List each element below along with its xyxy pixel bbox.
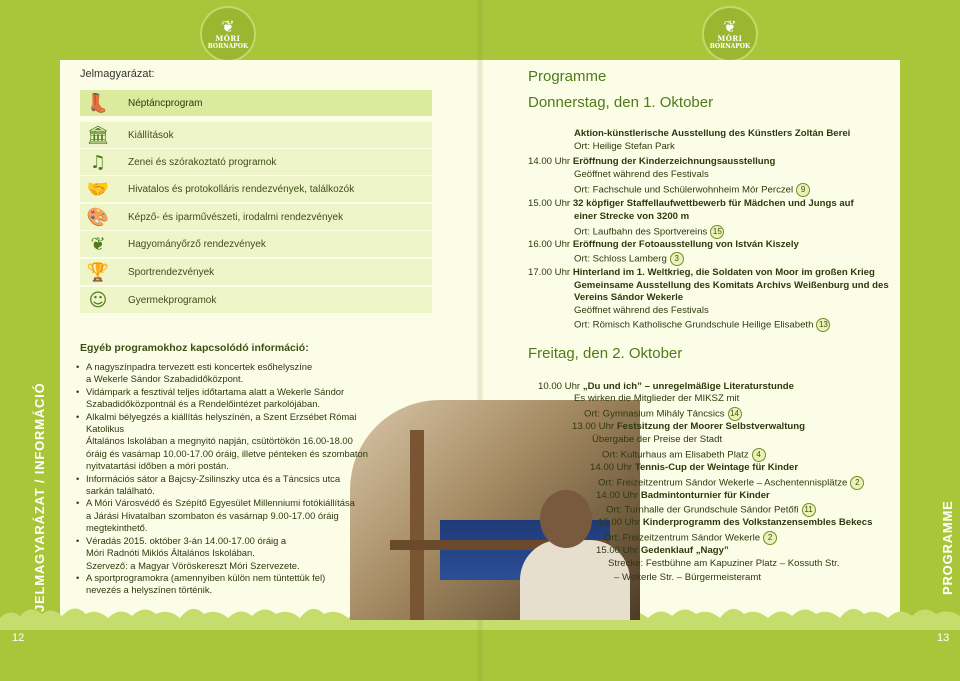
event-line xyxy=(574,252,684,266)
legend-title: Jelmagyarázat: xyxy=(80,68,155,80)
event-line xyxy=(592,434,722,447)
side-label-right: PROGRAMME xyxy=(940,500,955,595)
event-line xyxy=(572,421,805,434)
event-detail: Ort: Schloss Lamberg xyxy=(574,253,667,265)
event-line xyxy=(574,280,889,293)
event-detail: Strecke: Festbühne am Kapuziner Platz – Kossuth Str. xyxy=(608,558,840,569)
event-title: „Du und ich” – unregelmäßige Literaturstunde xyxy=(582,381,794,392)
event-detail: Übergabe der Preise der Stadt xyxy=(592,434,723,445)
location-number-badge: 2 xyxy=(763,531,777,545)
logo-line2: BORNAPOK xyxy=(709,42,751,50)
music-icon: ♫ xyxy=(89,151,107,173)
event-line xyxy=(574,183,810,197)
event-line xyxy=(538,381,794,394)
event-title: Festsitzung der Moorer Selbstverwaltung xyxy=(616,421,805,432)
event-line xyxy=(528,267,875,280)
location-number-badge: 2 xyxy=(850,476,864,490)
event-title: Gedenklauf „Nagy” xyxy=(640,545,729,556)
palette-icon: 🎨 xyxy=(86,206,110,228)
location-number-badge: 9 xyxy=(796,183,810,197)
info-line: • Véradás 2015. október 3-án 14.00-17.00 óráig a xyxy=(80,535,380,547)
legend-box xyxy=(80,88,432,316)
info-line: nevezés a helyszínen történik. xyxy=(86,584,213,596)
location-number-badge: 4 xyxy=(752,448,766,462)
legend-label: Képző- és iparművészeti, irodalmi rendezvények xyxy=(128,211,344,223)
info-line: • Vidámpark a fesztivál teljes időtartama alatt a Wekerle Sándor xyxy=(80,386,380,398)
mori-bornapok-logo-left xyxy=(200,6,256,62)
event-title: Eröffnung der Kinderzeichnungsausstellung xyxy=(572,156,776,167)
info-line: nyitvatartási időben a móri postán. xyxy=(86,460,229,472)
event-time: 14.00 Uhr xyxy=(528,156,573,167)
smiley-icon: ☺ xyxy=(88,289,108,311)
event-line xyxy=(528,198,854,211)
page-number-right: 13 xyxy=(937,632,950,644)
event-line xyxy=(574,292,683,305)
event-title: Vereins Sándor Wekerle xyxy=(574,292,684,303)
event-line xyxy=(598,476,864,490)
info-line: • A sportprogramokra (amennyiben külön nem tüntettük fel) xyxy=(80,572,380,584)
programme-heading: Programme xyxy=(528,68,607,85)
event-time: 14.00 Uhr xyxy=(590,462,635,473)
legend-row xyxy=(80,122,432,148)
event-detail: Ort: Freizeitzentrum Sándor Wekerle – Aschentennisplätze xyxy=(598,477,848,489)
grape-icon: ❦ xyxy=(221,16,235,36)
legend-label: Sportrendezvények xyxy=(128,266,215,278)
info-line: a Wekerle Sándor Szabadidőközpont. xyxy=(86,373,244,385)
info-title: Egyéb programokhoz kapcsolódó információ: xyxy=(80,342,309,354)
event-line xyxy=(596,545,729,558)
event-time: 13.00 Uhr xyxy=(572,421,617,432)
event-time: 16.00 Uhr xyxy=(528,239,573,250)
info-line: Szabadidőközpontnál és a Rendelőintézet parkolójában. xyxy=(86,398,321,410)
location-number-badge: 3 xyxy=(670,252,684,266)
event-line xyxy=(528,239,799,252)
page-number-left: 12 xyxy=(12,632,25,644)
event-title: Aktion-künstlerische Ausstellung des Künstlers Zoltán Berei xyxy=(574,128,851,139)
legend-label: Hivatalos és protokolláris rendezvények, találkozók xyxy=(128,183,355,195)
event-title: 32 köpfiger Staffellaufwettbewerb für Mädchen und Jungs auf xyxy=(572,198,854,209)
side-label-left: JELMAGYARÁZAT / INFORMÁCIÓ xyxy=(32,382,47,612)
event-line xyxy=(574,225,724,239)
event-line xyxy=(604,531,777,545)
event-line xyxy=(608,558,839,571)
legend-label: Néptáncprogram xyxy=(128,97,203,109)
event-line xyxy=(528,156,775,169)
legend-label: Gyermekprogramok xyxy=(128,294,217,306)
event-line xyxy=(596,490,770,503)
logo-line2: BORNAPOK xyxy=(207,42,249,50)
event-title: Eröffnung der Fotoausstellung von István Kiszely xyxy=(572,239,799,250)
grape-icon: ❦ xyxy=(723,16,737,36)
legend-label: Hagyományőrző rendezvények xyxy=(128,238,266,250)
event-line xyxy=(574,211,689,224)
event-time: 15.00 Uhr xyxy=(598,517,643,528)
event-line xyxy=(606,503,816,517)
event-detail: Ort: Heilige Stefan Park xyxy=(574,141,675,152)
event-title: Tennis-Cup der Weintage für Kinder xyxy=(634,462,799,473)
event-line xyxy=(590,462,798,475)
event-detail: Ort: Laufbahn des Sportvereins xyxy=(574,226,708,238)
event-title: Badmintonturnier für Kinder xyxy=(640,490,770,501)
info-line: Általános Iskolában a megnyitó napján, csütörtökön 16.00-18.00 xyxy=(86,435,353,447)
logo-line1: MÓRI xyxy=(215,33,241,43)
event-title: Gemeinsame Ausstellung des Komitats Archivs Weißenburg und des xyxy=(574,280,889,291)
info-line: Móri Radnóti Miklós Általános Iskolában. xyxy=(86,547,255,559)
event-detail: Geöffnet während des Festivals xyxy=(574,305,709,316)
legend-row xyxy=(80,287,432,313)
location-number-badge: 14 xyxy=(728,407,742,421)
event-line xyxy=(574,318,830,332)
event-detail: Ort: Römisch Katholische Grundschule Heilige Elisabeth xyxy=(574,319,814,331)
day2-heading: Freitag, den 2. Oktober xyxy=(528,345,683,362)
trophy-icon: 🏆 xyxy=(86,261,110,283)
legend-row xyxy=(80,259,432,285)
event-line xyxy=(574,141,675,154)
info-line: Szervező: a Magyar Vöröskereszt Móri Szervezete. xyxy=(86,559,300,571)
event-line xyxy=(574,305,709,318)
event-time: 17.00 Uhr xyxy=(528,267,573,278)
event-detail: Ort: Freizeitzentrum Sándor Wekerle xyxy=(604,532,761,544)
info-line: • Alkalmi bélyegzés a kiállítás helyszínén, a Szent Erzsébet Római Katolikus xyxy=(80,411,380,436)
museum-icon: 🏛 xyxy=(86,124,110,146)
event-detail: Geöffnet während des Festivals xyxy=(574,169,709,180)
left-green-strip xyxy=(0,60,60,620)
event-line xyxy=(598,517,872,530)
info-line: óráig és vasárnap 10.00-17.00 óráig, illetve pénteken és szombaton xyxy=(86,447,368,459)
info-list xyxy=(80,361,380,597)
legend-row xyxy=(80,90,432,116)
logo-line1: MÓRI xyxy=(717,33,743,43)
legend-row xyxy=(80,149,432,175)
event-line xyxy=(584,407,742,421)
event-line xyxy=(574,169,709,182)
legend-row xyxy=(80,204,432,230)
boots-icon: 👢 xyxy=(86,92,110,114)
event-time: 15.00 Uhr xyxy=(596,545,641,556)
event-line xyxy=(574,393,739,406)
info-line: sarkán található. xyxy=(86,485,155,497)
event-line xyxy=(614,572,761,585)
event-detail: Ort: Fachschule und Schülerwohnheim Mór Perczel xyxy=(574,184,794,196)
event-title: Hinterland im 1. Weltkrieg, die Soldaten von Moor im großen Krieg xyxy=(572,267,875,278)
event-detail: Ort: Gymnasium Mihály Táncsics xyxy=(584,408,725,420)
tradition-icon: ❦ xyxy=(90,233,106,255)
legend-row xyxy=(80,176,432,202)
location-number-badge: 11 xyxy=(802,503,816,517)
event-time: 15.00 Uhr xyxy=(528,198,573,209)
legend-label: Zenei és szórakoztató programok xyxy=(128,156,277,168)
event-line xyxy=(602,448,766,462)
event-detail: – Wekerle Str. – Bürgermeisteramt xyxy=(614,572,761,583)
event-title: einer Strecke von 3200 m xyxy=(574,211,690,222)
location-number-badge: 13 xyxy=(816,318,830,332)
legend-label: Kiállítások xyxy=(128,129,174,141)
event-title: Kinderprogramm des Volkstanzensembles Bekecs xyxy=(642,517,873,528)
event-line xyxy=(574,128,850,141)
event-detail: Es wirken die Mitglieder der MIKSZ mit xyxy=(574,393,740,404)
info-line: a Járási Hivatalban szombaton és vasárnap 9.00-17.00 óráig xyxy=(86,509,339,521)
info-line: • A Móri Városvédő és Szépítő Egyesület Millenniumi fotókiállítása xyxy=(80,497,380,509)
legend-row xyxy=(80,231,432,257)
mori-bornapok-logo-right xyxy=(702,6,758,62)
event-detail: Ort: Kulturhaus am Elisabeth Platz xyxy=(602,449,749,461)
info-line: megtekinthető. xyxy=(86,522,148,534)
day1-heading: Donnerstag, den 1. Oktober xyxy=(528,94,714,111)
event-time: 10.00 Uhr xyxy=(538,381,583,392)
event-detail: Ort: Turnhalle der Grundschule Sándor Petőfi xyxy=(606,504,799,516)
handshake-icon: 🤝 xyxy=(86,178,110,200)
event-time: 14.00 Uhr xyxy=(596,490,641,501)
info-line: • Információs sátor a Bajcsy-Zsilinszky utca és a Táncsics utca xyxy=(80,473,380,485)
info-line: • A nagyszínpadra tervezett esti koncertek esőhelyszíne xyxy=(80,361,380,373)
location-number-badge: 15 xyxy=(710,225,724,239)
